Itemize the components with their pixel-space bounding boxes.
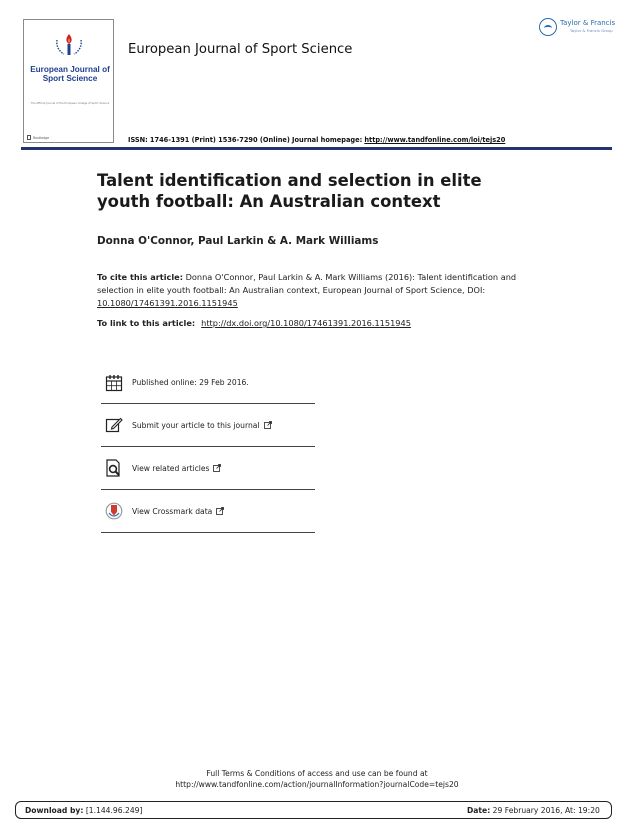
taylor-francis-logo[interactable] [539, 17, 615, 39]
submit-article-label: Submit your article to this journal [132, 420, 260, 430]
taylor-francis-icon [539, 18, 557, 36]
crossmark-row[interactable] [101, 490, 315, 533]
cite-label: To cite this article: [97, 272, 183, 282]
cover-publisher-name: Routledge [33, 135, 50, 140]
homepage-label: Journal homepage: [292, 136, 363, 144]
terms-and-conditions [0, 768, 634, 790]
date-label: Date: [467, 806, 491, 815]
external-link-icon [213, 464, 221, 472]
article-info-list [101, 362, 315, 533]
edit-icon [105, 416, 123, 434]
related-articles-row[interactable] [101, 447, 315, 490]
article-title: Talent identification and selection in elite youth football: An Australian context [97, 171, 482, 211]
journal-flame-logo-icon [52, 32, 86, 58]
download-info-box [15, 801, 612, 819]
search-document-icon [105, 459, 123, 477]
citation-block [97, 271, 537, 310]
publisher-name: Taylor & Francis [560, 19, 616, 27]
published-row [101, 362, 315, 404]
terms-url[interactable]: http://www.tandfonline.com/action/journalInformation?journalCode=tejs20 [175, 780, 459, 789]
cite-text: Donna O'Connor, Paul Larkin & A. Mark Williams (2016): Talent identification and selection in elite youth football: An Australian context, European Journal of Sport Science, DOI: [97, 272, 517, 295]
download-by [25, 806, 142, 815]
terms-line-1: Full Terms & Conditions of access and use can be found at [206, 769, 428, 778]
crossmark-icon [105, 502, 123, 520]
routledge-icon [27, 135, 31, 140]
journal-cover-thumbnail [23, 19, 114, 143]
download-ip: [1.144.96.249] [85, 806, 143, 815]
submit-article-link[interactable] [132, 421, 272, 430]
date-value: 29 February 2016, At: 19:20 [492, 806, 600, 815]
cover-publisher-mark [27, 135, 49, 140]
issn-value: 1746-1391 (Print) 1536-7290 (Online) [149, 136, 290, 144]
cite-doi-link[interactable]: 10.1080/17461391.2016.1151945 [97, 298, 238, 308]
submit-article-row[interactable] [101, 404, 315, 447]
download-date [467, 806, 600, 815]
article-doi-url[interactable]: http://dx.doi.org/10.1080/17461391.2016.1151945 [201, 318, 411, 328]
external-link-icon [264, 421, 272, 429]
cover-title: European Journal of Sport Science [30, 65, 110, 83]
related-articles-label: View related articles [132, 463, 210, 473]
external-link-icon [216, 507, 224, 515]
download-label: Download by: [25, 806, 84, 815]
header-divider [21, 147, 612, 150]
crossmark-label: View Crossmark data [132, 506, 213, 516]
journal-name: European Journal of Sport Science [128, 42, 353, 57]
issn-line [128, 136, 505, 144]
issn-label: ISSN: [128, 136, 148, 144]
published-date: Published online: 29 Feb 2016. [132, 378, 249, 387]
article-link-line [97, 318, 411, 328]
calendar-icon [105, 374, 123, 392]
homepage-link[interactable]: http://www.tandfonline.com/loi/tejs20 [364, 136, 506, 144]
crossmark-link[interactable] [132, 507, 224, 516]
related-articles-link[interactable] [132, 464, 221, 473]
publisher-tagline: Taylor & Francis Group [570, 28, 613, 33]
article-authors: Donna O'Connor, Paul Larkin & A. Mark Williams [97, 235, 379, 247]
link-label: To link to this article: [97, 318, 196, 328]
cover-subtitle: The Official Journal of the European College of Sport Science [30, 102, 110, 105]
